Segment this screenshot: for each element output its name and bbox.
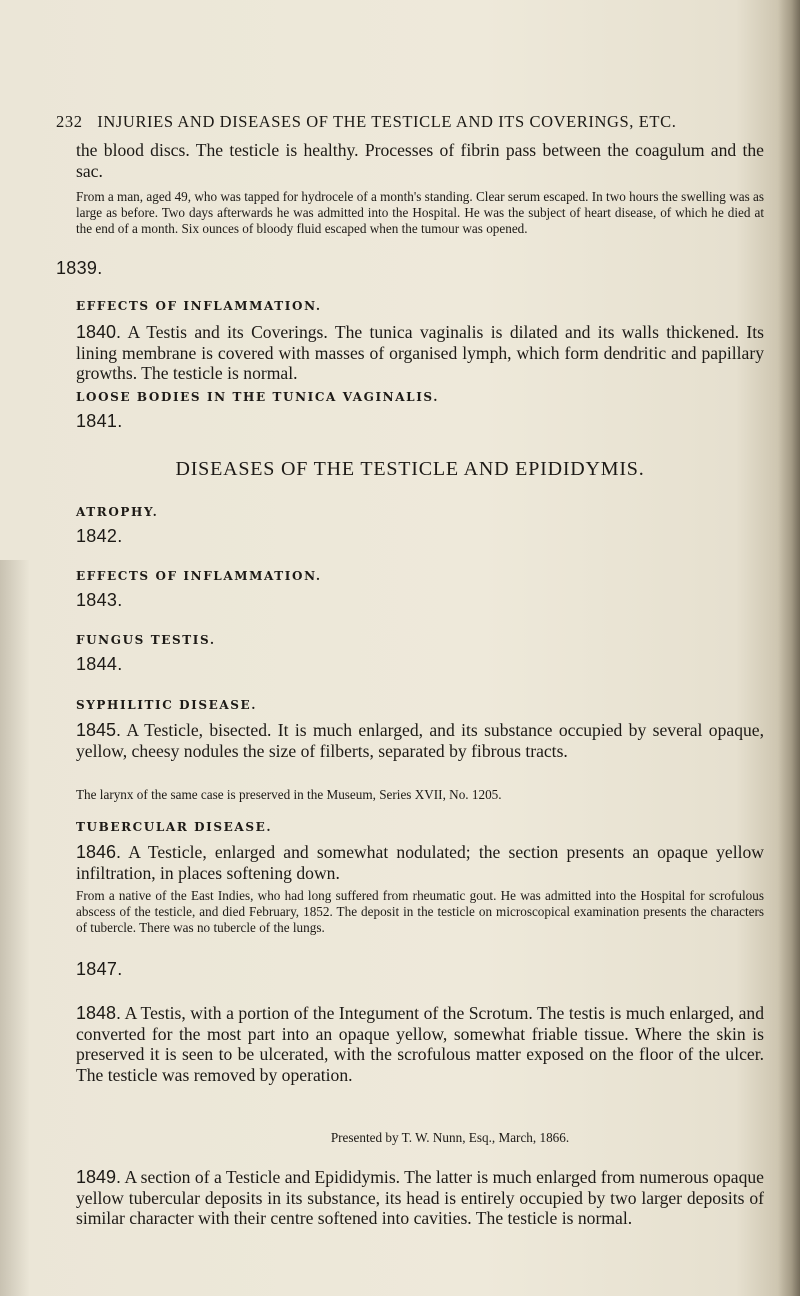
heading-syphilitic-disease: SYPHILITIC DISEASE. (76, 698, 258, 712)
specimen-description: A Testicle, bisected. It is much enlarged, and its substance occupied by several opaque, yellow, cheesy nodules the size of filberts, separated by fibrous tracts. (76, 720, 764, 761)
case-note-1846: From a native of the East Indies, who had long suffered from rheumatic gout. He was admitted into the Hospital for scrofulous abscess of the testicle, and died February, 1852. The deposit in the testicle on microscopical examination presents the characters of tubercle. There was no tubercle of the lungs. (76, 888, 764, 936)
running-header (56, 112, 764, 132)
heading-fungus-testis: FUNGUS TESTIS. (76, 633, 216, 647)
specimen-number: 1846. (76, 842, 122, 862)
specimen-1842: 1842. (76, 526, 123, 546)
case-note-1838: From a man, aged 49, who was tapped for hydrocele of a month's standing. Clear serum escaped. In two hours the swelling was as large as before. Two days afterwards he was admitted into the Hospital. He was the subject of heart disease, of which he died at the end of a month. Six ounces of bloody fluid escaped when the tumour was opened. (76, 189, 764, 237)
heading-loose-bodies: LOOSE BODIES IN THE TUNICA VAGINALIS. (76, 390, 440, 404)
specimen-1841: 1841. (76, 411, 123, 431)
specimen-number: 1845. (76, 720, 122, 740)
specimen-1845 (56, 720, 764, 761)
continuation-paragraph: the blood discs. The testicle is healthy. Processes of fibrin pass between the coagulum and the sac. (76, 140, 764, 181)
specimen-description: A section of a Testicle and Epididymis. The latter is much enlarged from numerous opaque yellow tubercular deposits in its substance, its head is entirely occupied by two larger deposits of similar character with their centre softened into cavities. The testicle is normal. (76, 1167, 764, 1228)
specimen-description: A Testis, with a portion of the Integument of the Scrotum. The testis is much enlarged, and converted for the most part into an opaque yellow, somewhat friable tissue. Where the skin is preserved it is seen to be ulcerated, with the scrofulous matter exposed on the floor of the ulcer. The testicle was removed by operation. (76, 1003, 764, 1085)
heading-tubercular-disease: TUBERCULAR DISEASE. (76, 820, 273, 834)
specimen-1840 (56, 322, 764, 384)
specimen-1839: 1839. (56, 258, 103, 278)
section-title: DISEASES OF THE TESTICLE AND EPIDIDYMIS. (175, 458, 645, 480)
heading-atrophy: ATROPHY. (76, 505, 159, 519)
specimen-1844: 1844. (76, 654, 123, 674)
specimen-1843: 1843. (76, 590, 123, 610)
specimen-number: 1849. (76, 1167, 122, 1187)
specimen-number: 1840. (76, 322, 122, 342)
heading-effects-of-inflammation-2: EFFECTS OF INFLAMMATION. (76, 569, 322, 583)
specimen-number: 1848. (76, 1003, 122, 1023)
case-note-1845: The larynx of the same case is preserved in the Museum, Series XVII, No. 1205. (76, 787, 502, 802)
running-title: INJURIES AND DISEASES OF THE TESTICLE AND ITS COVERINGS, ETC. (97, 112, 677, 131)
specimen-description: A Testicle, enlarged and somewhat nodulated; the section presents an opaque yellow infiltration, in places softening down. (76, 842, 764, 883)
presented-by: Presented by T. W. Nunn, Esq., March, 1866. (330, 1130, 570, 1145)
specimen-1846 (56, 842, 764, 883)
page-edge-shadow-right (778, 0, 800, 1296)
specimen-1848 (56, 1003, 764, 1085)
page-edge-shadow-left (0, 560, 30, 1296)
specimen-1849 (56, 1167, 764, 1229)
heading-effects-of-inflammation: EFFECTS OF INFLAMMATION. (76, 299, 322, 313)
page-number: 232 (56, 112, 83, 131)
specimen-1847: 1847. (76, 959, 123, 979)
specimen-description: A Testis and its Coverings. The tunica vaginalis is dilated and its walls thickened. Its lining membrane is covered with masses of organised lymph, which form dendritic and papillary growths. The testicle is normal. (76, 322, 764, 383)
